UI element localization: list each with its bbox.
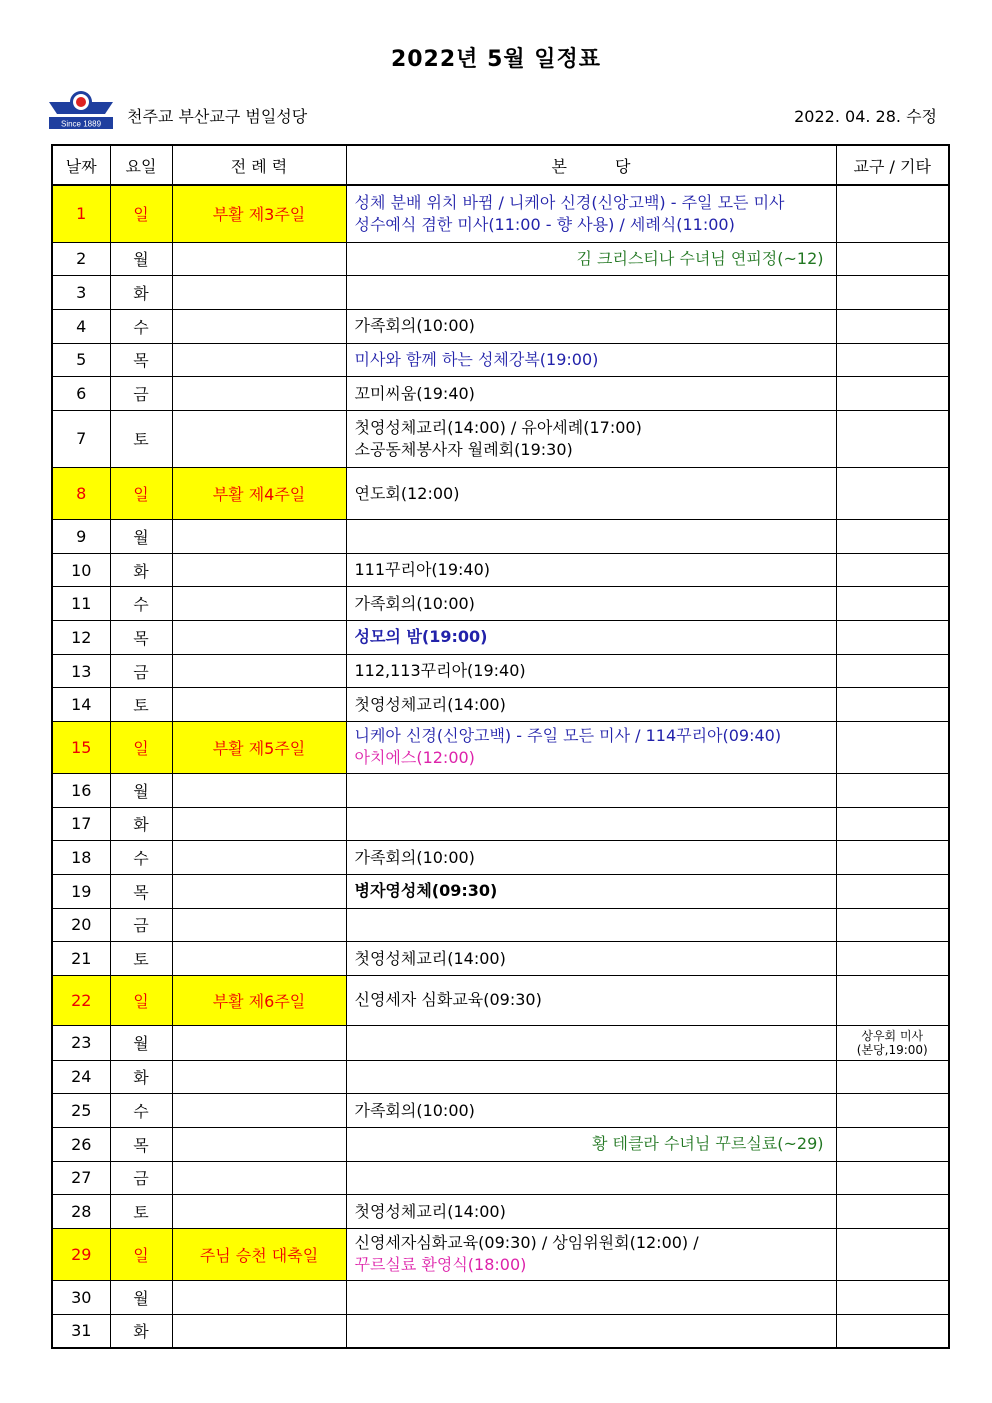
liturgy-cell [172, 1094, 346, 1128]
liturgy-cell [172, 377, 346, 411]
table-row [52, 1127, 949, 1161]
table-row [52, 942, 949, 976]
date-cell: 28 [52, 1195, 110, 1229]
schedule-table [51, 144, 950, 1349]
parish-events-cell [346, 942, 836, 976]
date-cell: 2 [52, 242, 110, 276]
revision-date: 2022. 04. 28. 수정 [794, 107, 937, 126]
weekday-cell: 수 [110, 1094, 172, 1128]
liturgy-cell [172, 343, 346, 377]
other-cell [836, 309, 949, 343]
liturgy-cell: 부활 제5주일 [172, 721, 346, 773]
weekday-cell: 일 [110, 468, 172, 520]
event-text: 성모의 밤(19:00) [354, 627, 488, 647]
parish-events-cell [346, 774, 836, 808]
liturgy-cell [172, 309, 346, 343]
date-cell: 15 [52, 721, 110, 773]
table-row [52, 185, 949, 242]
event-text: 황 테클라 수녀님 꾸르실료(~29) [591, 1134, 824, 1154]
other-cell [836, 343, 949, 377]
weekday-cell: 화 [110, 1060, 172, 1094]
parish-events-cell [346, 1127, 836, 1161]
date-cell: 24 [52, 1060, 110, 1094]
other-cell [836, 975, 949, 1025]
other-cell [836, 587, 949, 621]
date-cell: 5 [52, 343, 110, 377]
table-row [52, 1161, 949, 1195]
table-row [52, 688, 949, 722]
liturgy-cell [172, 410, 346, 467]
table-row [52, 276, 949, 310]
weekday-cell: 화 [110, 1314, 172, 1348]
parish-events-cell [346, 1060, 836, 1094]
liturgy-cell: 부활 제4주일 [172, 468, 346, 520]
weekday-cell: 금 [110, 654, 172, 688]
table-row [52, 587, 949, 621]
column-header-other: 교구 / 기타 [836, 145, 949, 185]
date-cell: 22 [52, 975, 110, 1025]
other-cell [836, 1127, 949, 1161]
other-cell [836, 1060, 949, 1094]
date-cell: 20 [52, 908, 110, 942]
other-cell [836, 1094, 949, 1128]
other-cell [836, 874, 949, 908]
weekday-cell: 일 [110, 185, 172, 242]
parish-events-cell [346, 874, 836, 908]
table-row [52, 874, 949, 908]
liturgy-cell [172, 276, 346, 310]
table-row [52, 1280, 949, 1314]
liturgy-cell [172, 1280, 346, 1314]
event-text: 가족회의(10:00) [354, 316, 475, 336]
event-text: 연도회(12:00) [354, 483, 460, 503]
parish-events-cell [346, 1195, 836, 1229]
other-cell [836, 621, 949, 655]
table-row [52, 377, 949, 411]
column-header-liturgy: 전 례 력 [172, 145, 346, 185]
parish-events-cell [346, 1161, 836, 1195]
liturgy-cell [172, 1060, 346, 1094]
event-text: 니케아 신경(신앙고백) - 주일 모든 미사 / 114꾸리아(09:40) [354, 726, 782, 746]
column-header-date: 날짜 [52, 145, 110, 185]
weekday-cell: 월 [110, 520, 172, 554]
other-cell [836, 774, 949, 808]
parish-events-cell [346, 908, 836, 942]
table-row [52, 1025, 949, 1060]
other-cell [836, 1280, 949, 1314]
page-title: 2022년 5월 일정표 [390, 47, 602, 72]
date-cell: 17 [52, 807, 110, 841]
parish-events-cell [346, 468, 836, 520]
liturgy-cell [172, 807, 346, 841]
table-row [52, 841, 949, 875]
liturgy-cell: 주님 승천 대축일 [172, 1228, 346, 1280]
other-cell [836, 1195, 949, 1229]
event-text: 미사와 함께 하는 성체강복(19:00) [354, 349, 599, 369]
event-text: 첫영성체교리(14:00) [354, 1201, 506, 1221]
other-cell [836, 1161, 949, 1195]
liturgy-cell [172, 1025, 346, 1060]
other-cell [836, 377, 949, 411]
event-text: 신영세자심화교육(09:30) / 상임위원회(12:00) / [354, 1233, 699, 1253]
table-row [52, 654, 949, 688]
weekday-cell: 화 [110, 276, 172, 310]
event-text: 아치에스(12:00) [354, 748, 475, 768]
other-cell [836, 908, 949, 942]
liturgy-cell: 부활 제3주일 [172, 185, 346, 242]
date-cell: 1 [52, 185, 110, 242]
other-cell [836, 721, 949, 773]
parish-events-cell [346, 276, 836, 310]
date-cell: 8 [52, 468, 110, 520]
weekday-cell: 금 [110, 377, 172, 411]
weekday-cell: 일 [110, 721, 172, 773]
table-row [52, 242, 949, 276]
parish-events-cell [346, 553, 836, 587]
other-cell [836, 688, 949, 722]
weekday-cell: 목 [110, 343, 172, 377]
table-row [52, 309, 949, 343]
table-row [52, 468, 949, 520]
parish-events-cell [346, 1025, 836, 1060]
date-cell: 13 [52, 654, 110, 688]
other-cell [836, 807, 949, 841]
parish-events-cell [346, 841, 836, 875]
parish-events-cell [346, 520, 836, 554]
table-row [52, 975, 949, 1025]
weekday-cell: 수 [110, 841, 172, 875]
parish-events-cell [346, 1314, 836, 1348]
other-cell [836, 242, 949, 276]
event-text: 가족회의(10:00) [354, 593, 475, 613]
event-text: 김 크리스티나 수녀님 연피정(~12) [576, 248, 824, 268]
liturgy-cell [172, 242, 346, 276]
date-cell: 25 [52, 1094, 110, 1128]
event-text: 성수예식 겸한 미사(11:00 - 향 사용) / 세례식(11:00) [354, 214, 735, 234]
liturgy-cell [172, 841, 346, 875]
parish-events-cell [346, 377, 836, 411]
date-cell: 18 [52, 841, 110, 875]
weekday-cell: 수 [110, 309, 172, 343]
date-cell: 12 [52, 621, 110, 655]
liturgy-cell [172, 774, 346, 808]
other-cell [836, 468, 949, 520]
date-cell: 30 [52, 1280, 110, 1314]
table-row [52, 807, 949, 841]
event-text: 111꾸리아(19:40) [354, 560, 491, 580]
date-cell: 31 [52, 1314, 110, 1348]
liturgy-cell [172, 1195, 346, 1229]
parish-events-cell [346, 688, 836, 722]
event-text: 꾸르실료 환영식(18:00) [354, 1255, 527, 1275]
other-cell [836, 520, 949, 554]
date-cell: 14 [52, 688, 110, 722]
event-text: 병자영성체(09:30) [354, 881, 498, 901]
parish-events-cell [346, 621, 836, 655]
parish-name: 천주교 부산교구 범일성당 [127, 107, 308, 126]
weekday-cell: 토 [110, 410, 172, 467]
date-cell: 10 [52, 553, 110, 587]
event-text: 가족회의(10:00) [354, 1100, 475, 1120]
event-text: 꼬미씨움(19:40) [354, 383, 475, 403]
parish-events-cell [346, 185, 836, 242]
parish-events-cell [346, 1228, 836, 1280]
other-cell [836, 1228, 949, 1280]
weekday-cell: 토 [110, 942, 172, 976]
liturgy-cell [172, 942, 346, 976]
other-text: 상우회 미사 (본당,19:00) [856, 1028, 928, 1057]
liturgy-cell [172, 587, 346, 621]
weekday-cell: 토 [110, 688, 172, 722]
date-cell: 21 [52, 942, 110, 976]
parish-events-cell [346, 1094, 836, 1128]
other-cell [836, 410, 949, 467]
other-cell [836, 1025, 949, 1060]
event-text: 112,113꾸리아(19:40) [354, 661, 526, 680]
parish-events-cell [346, 975, 836, 1025]
other-cell [836, 276, 949, 310]
parish-events-cell [346, 242, 836, 276]
other-cell [836, 553, 949, 587]
table-row [52, 553, 949, 587]
parish-events-cell [346, 343, 836, 377]
liturgy-cell [172, 520, 346, 554]
event-text: 소공동체봉사자 월례회(19:30) [354, 439, 573, 459]
weekday-cell: 월 [110, 1025, 172, 1060]
table-row [52, 1314, 949, 1348]
weekday-cell: 목 [110, 1127, 172, 1161]
other-cell [836, 654, 949, 688]
event-text: 성체 분배 위치 바뀜 / 니케아 신경(신앙고백) - 주일 모든 미사 [354, 192, 785, 212]
liturgy-cell [172, 1314, 346, 1348]
parish-events-cell [346, 309, 836, 343]
weekday-cell: 월 [110, 1280, 172, 1314]
event-text: 첫영성체교리(14:00) [354, 694, 506, 714]
table-row [52, 1060, 949, 1094]
liturgy-cell [172, 688, 346, 722]
table-row [52, 343, 949, 377]
date-cell: 11 [52, 587, 110, 621]
parish-events-cell [346, 807, 836, 841]
other-cell [836, 185, 949, 242]
weekday-cell: 목 [110, 621, 172, 655]
liturgy-cell [172, 654, 346, 688]
table-row [52, 1228, 949, 1280]
liturgy-cell [172, 1161, 346, 1195]
liturgy-cell [172, 874, 346, 908]
date-cell: 26 [52, 1127, 110, 1161]
table-row [52, 1094, 949, 1128]
weekday-cell: 일 [110, 975, 172, 1025]
liturgy-cell [172, 621, 346, 655]
parish-events-cell [346, 1280, 836, 1314]
column-header-weekday: 요일 [110, 145, 172, 185]
date-cell: 29 [52, 1228, 110, 1280]
weekday-cell: 금 [110, 1161, 172, 1195]
weekday-cell: 금 [110, 908, 172, 942]
table-row [52, 721, 949, 773]
table-row [52, 1195, 949, 1229]
table-row [52, 520, 949, 554]
liturgy-cell [172, 908, 346, 942]
other-cell [836, 942, 949, 976]
column-header-parish: 본 당 [346, 145, 836, 185]
date-cell: 3 [52, 276, 110, 310]
parish-logo [45, 90, 117, 130]
other-cell [836, 1314, 949, 1348]
event-text: 가족회의(10:00) [354, 847, 475, 867]
event-text: 신영세자 심화교육(09:30) [354, 990, 542, 1010]
weekday-cell: 화 [110, 553, 172, 587]
table-row [52, 908, 949, 942]
table-header-row [52, 145, 949, 185]
logo-text: Since 1889 [60, 119, 102, 129]
weekday-cell: 목 [110, 874, 172, 908]
date-cell: 9 [52, 520, 110, 554]
parish-events-cell [346, 654, 836, 688]
date-cell: 16 [52, 774, 110, 808]
parish-events-cell [346, 587, 836, 621]
parish-events-cell [346, 410, 836, 467]
weekday-cell: 월 [110, 774, 172, 808]
liturgy-cell: 부활 제6주일 [172, 975, 346, 1025]
weekday-cell: 수 [110, 587, 172, 621]
date-cell: 27 [52, 1161, 110, 1195]
weekday-cell: 월 [110, 242, 172, 276]
date-cell: 23 [52, 1025, 110, 1060]
other-cell [836, 841, 949, 875]
date-cell: 19 [52, 874, 110, 908]
date-cell: 4 [52, 309, 110, 343]
date-cell: 6 [52, 377, 110, 411]
weekday-cell: 화 [110, 807, 172, 841]
weekday-cell: 일 [110, 1228, 172, 1280]
event-text: 첫영성체교리(14:00) [354, 948, 506, 968]
event-text: 첫영성체교리(14:00) / 유아세례(17:00) [354, 417, 642, 437]
table-row [52, 774, 949, 808]
parish-events-cell [346, 721, 836, 773]
date-cell: 7 [52, 410, 110, 467]
table-row [52, 621, 949, 655]
liturgy-cell [172, 553, 346, 587]
liturgy-cell [172, 1127, 346, 1161]
table-row [52, 410, 949, 467]
weekday-cell: 토 [110, 1195, 172, 1229]
